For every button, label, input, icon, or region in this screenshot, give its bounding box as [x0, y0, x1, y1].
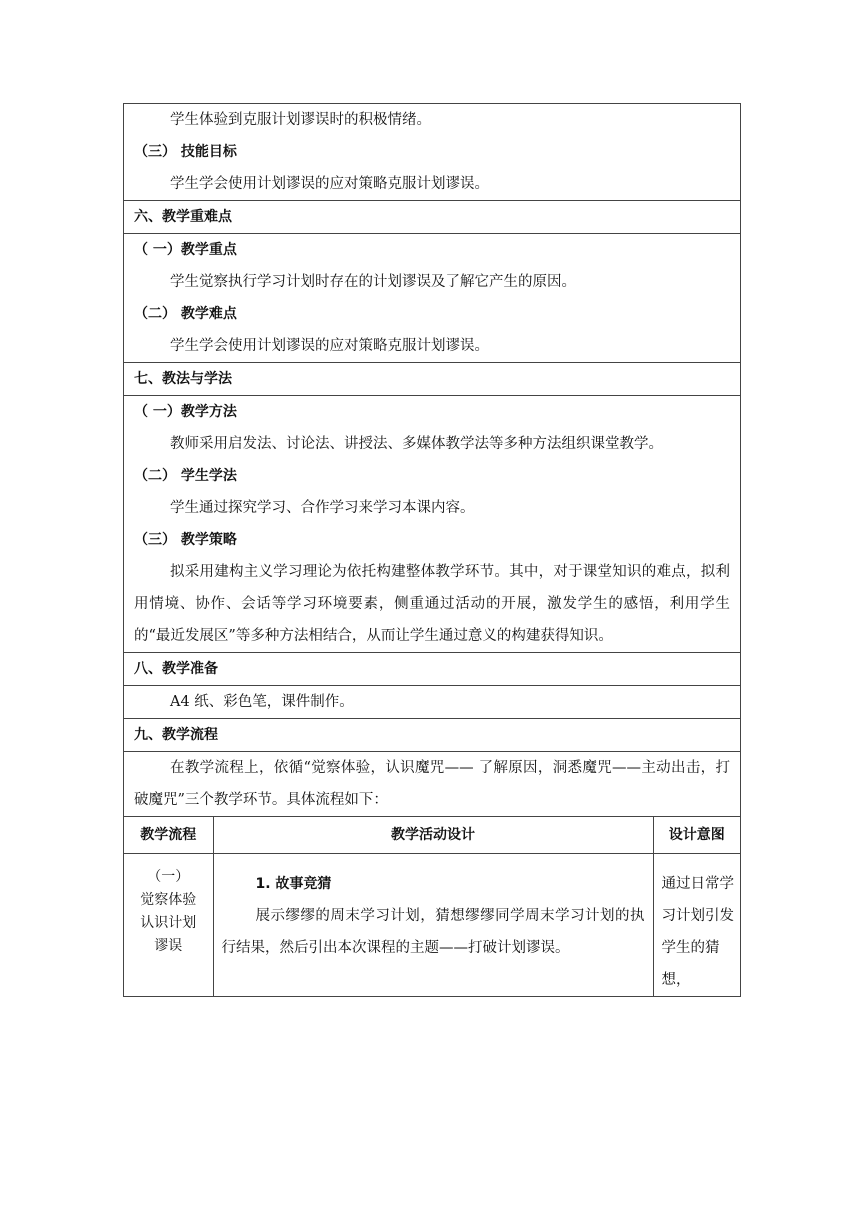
activity-title: 1. 故事竞猜: [255, 876, 332, 892]
section6-title-row: [124, 201, 740, 234]
stage-cell: [124, 854, 213, 997]
section9-body: [124, 752, 740, 817]
activity-cell: [213, 854, 653, 997]
teaching-method-heading: （ 一）教学方法: [134, 404, 237, 420]
flow-intro-text: 在教学流程上，依循“觉察体验，认识魔咒—— 了解原因，洞悉魔咒——主动出击，打破魔咒”三个教学环节。具体流程如下：: [134, 760, 730, 808]
stage-line: 谬误: [154, 938, 183, 954]
header-intent: 设计意图: [653, 817, 740, 854]
section8-title-row: [124, 653, 740, 686]
skill-goal-heading: （三） 技能目标: [134, 144, 237, 160]
teaching-method-text: 教师采用启发法、讨论法、讲授法、多媒体教学法等多种方法组织课堂教学。: [170, 436, 663, 452]
header-stage: 教学流程: [124, 817, 213, 854]
section7-title-row: [124, 363, 740, 396]
stage-number: （一）: [147, 869, 190, 885]
strategy-heading: （三） 教学策略: [134, 532, 237, 548]
key-point-heading: （ 一）教学重点: [134, 242, 237, 258]
section7-body: [124, 396, 740, 653]
stage-line: 认识计划: [140, 915, 197, 931]
emotion-goal-text: 学生体验到克服计划谬误时的积极情绪。: [170, 112, 431, 128]
section9-title: 九、教学流程: [134, 727, 218, 743]
section9-title-row: [124, 719, 740, 752]
activity-text: 展示缪缪的周末学习计划，猜想缪缪同学周末学习计划的执行结果，然后引出本次课程的主题——打破计划谬误。: [221, 908, 645, 956]
header-activity: 教学活动设计: [213, 817, 653, 854]
table-row: [124, 854, 740, 997]
section8-title: 八、教学准备: [134, 661, 218, 677]
study-method-heading: （二） 学生学法: [134, 468, 237, 484]
lesson-plan-frame: [123, 103, 741, 997]
goals-block: [124, 104, 740, 201]
flow-table-header-row: [124, 817, 740, 854]
section6-title: 六、教学重难点: [134, 209, 232, 225]
skill-goal-text: 学生学会使用计划谬误的应对策略克服计划谬误。: [170, 176, 489, 192]
stage-line: 觉察体验: [140, 892, 197, 908]
study-method-text: 学生通过探究学习、合作学习来学习本课内容。: [170, 500, 475, 516]
intent-cell: 通过日常学习计划引发学生的猜想，: [653, 854, 740, 997]
difficulty-heading: （二） 教学难点: [134, 306, 237, 322]
section6-body: [124, 234, 740, 363]
section8-body: [124, 686, 740, 719]
difficulty-text: 学生学会使用计划谬误的应对策略克服计划谬误。: [170, 338, 489, 354]
strategy-text: 拟采用建构主义学习理论为依托构建整体教学环节。其中，对于课堂知识的难点，拟利用情境、协作、会话等学习环境要素，侧重通过活动的开展，激发学生的感悟，利用学生的“最近发展区”等多种方法相结合，从而让学生通过意义的构建获得知识。: [134, 564, 730, 644]
preparation-text: A4 纸、彩色笔，课件制作。: [170, 694, 354, 710]
key-point-text: 学生觉察执行学习计划时存在的计划谬误及了解它产生的原因。: [170, 274, 576, 290]
flow-table: [124, 817, 740, 997]
section7-title: 七、教法与学法: [134, 371, 232, 387]
